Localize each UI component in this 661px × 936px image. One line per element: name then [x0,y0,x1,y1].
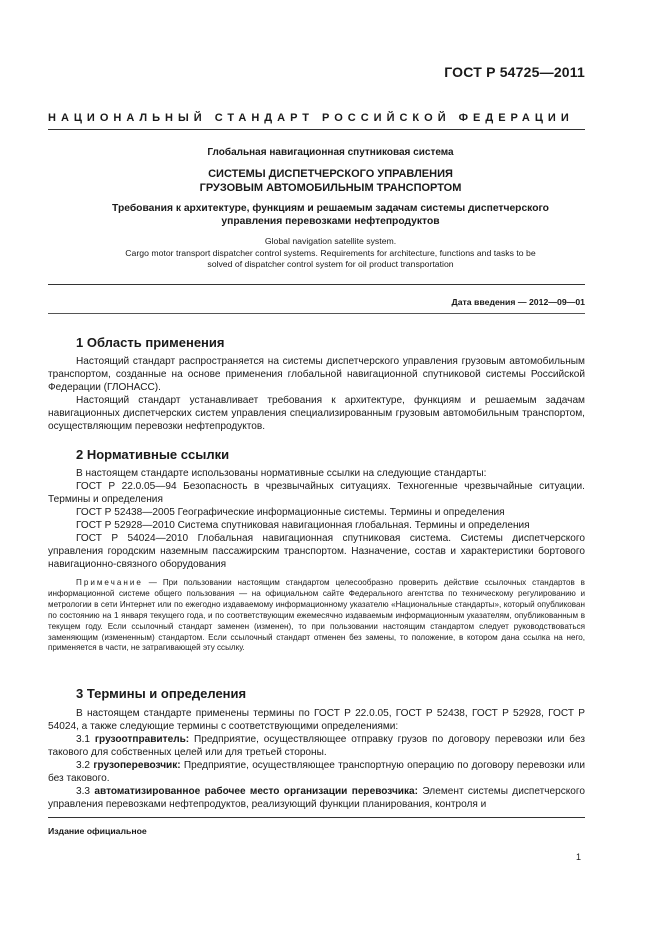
section-1-paragraph-2: Настоящий стандарт устанавливает требования к архитектуре, функциям и решаемым задачам навигационных диспетчерских систем управления специализированным грузовым автомобильным транспортом, осуществляющим перевозки нефтепродуктов. [48,395,585,432]
term-definition-3-2 [48,760,585,786]
introduction-date: Дата введения — 2012—09—01 [451,297,585,307]
national-standard-banner: НАЦИОНАЛЬНЫЙ СТАНДАРТ РОССИЙСКОЙ ФЕДЕРАЦИИ [48,112,574,124]
section-2-heading: 2 Нормативные ссылки [76,447,230,462]
system-title: Глобальная навигационная спутниковая система [207,147,454,158]
standard-code: ГОСТ Р 54725—2011 [444,64,585,80]
section-3-paragraph-1: В настоящем стандарте применены термины по ГОСТ Р 22.0.05, ГОСТ Р 52438, ГОСТ Р 52928, ГОСТ Р 54024, а также следующие термины с соответствующими определениями: [48,708,585,732]
term-name: грузоотправитель: [94,734,190,745]
english-title-line-2: Cargo motor transport dispatcher control systems. Requirements for architecture, functions and tasks to be [125,247,536,258]
term-name: грузоперевозчик: [93,760,181,771]
term-definition-3-1 [48,734,585,760]
term-number: 3.1 [76,734,91,745]
subtitle [60,202,601,228]
reference-item: ГОСТ Р 52928—2010 Система спутниковая навигационная глобальная. Термины и определения [76,520,530,531]
english-title-line-3: solved of dispatcher control system for oil product transportation [207,259,454,269]
english-title [70,236,591,271]
note-label: Примечание [76,578,143,587]
reference-item: ГОСТ Р 54024—2010 Глобальная навигационная спутниковая система. Системы диспетчерского управления городским наземным пассажирским транспортом. Назначение, состав и характеристики бортового навигационно-связного оборудования [48,533,585,570]
reference-item: ГОСТ Р 52438—2005 Географические информационные системы. Термины и определения [76,507,505,518]
term-text: Элемент системы диспетчерского управления перевозками нефтепродуктов, реализующий функции планирования, контроля и [48,786,585,810]
banner-underline [48,129,585,130]
date-divider [48,313,585,314]
english-title-line-1: Global navigation satellite system. [264,236,397,246]
subtitle-line-1: Требования к архитектуре, функциям и решаемым задачам системы диспетчерского [112,203,549,214]
footer-divider [48,817,585,818]
reference-item: ГОСТ Р 22.0.05—94 Безопасность в чрезвычайных ситуациях. Техногенные чрезвычайные ситуации. Термины и определения [48,481,585,505]
term-definition-3-3 [48,786,585,812]
term-text: Предприятие, осуществляющее отправку грузов по договору перевозки или без такового для собственных целей или для третьей стороны. [48,734,585,758]
term-number: 3.2 [76,760,91,771]
term-name: автоматизированное рабочее место организации перевозчика: [94,786,419,797]
references-note [48,578,585,654]
main-title-line-1: СИСТЕМЫ ДИСПЕТЧЕРСКОГО УПРАВЛЕНИЯ [208,168,453,180]
term-text: Предприятие, осуществляющее транспортную операцию по договору перевозки или без такового. [48,760,585,784]
subtitle-line-2: управления перевозками нефтепродуктов [221,216,440,227]
section-1-heading: 1 Область применения [76,335,225,350]
term-number: 3.3 [76,786,91,797]
title-divider [48,284,585,285]
note-text: — При пользовании настоящим стандартом целесообразно проверить действие ссылочных стандартов в информационной системе общего пользования — на официальном сайте Федерального агентства по техническому регулированию и метрологии в сети Интернет или по ежегодно издаваемому информационному указателю «Национальные стандарты», который опубликован по состоянию на 1 января текущего года, и по соответствующим ежемесячно издаваемым информационным указателям, опубликованным в текущем году. Если ссылочный стандарт заменен (изменен), то при пользовании настоящим стандартом следует руководствоваться заменяющим (измененным) стандартом. Если ссылочный стандарт отменен без замены, то положение, в котором дана ссылка на него, применяется в части, не затрагивающей эту ссылку. [48,578,585,653]
main-title [60,167,601,195]
section-2-paragraph-1: В настоящем стандарте использованы нормативные ссылки на следующие стандарты: [76,468,487,479]
section-3-heading: 3 Термины и определения [76,686,247,701]
page-number: 1 [575,852,581,862]
edition-label: Издание официальное [48,826,147,836]
section-1-paragraph-1: Настоящий стандарт распространяется на системы диспетчерского управления грузовым автомобильным транспортом, созданные на основе применения глобальной навигационной спутниковой системы Российской Федерации (ГЛОНАСС). [48,356,585,393]
main-title-line-2: ГРУЗОВЫМ АВТОМОБИЛЬНЫМ ТРАНСПОРТОМ [199,182,462,194]
